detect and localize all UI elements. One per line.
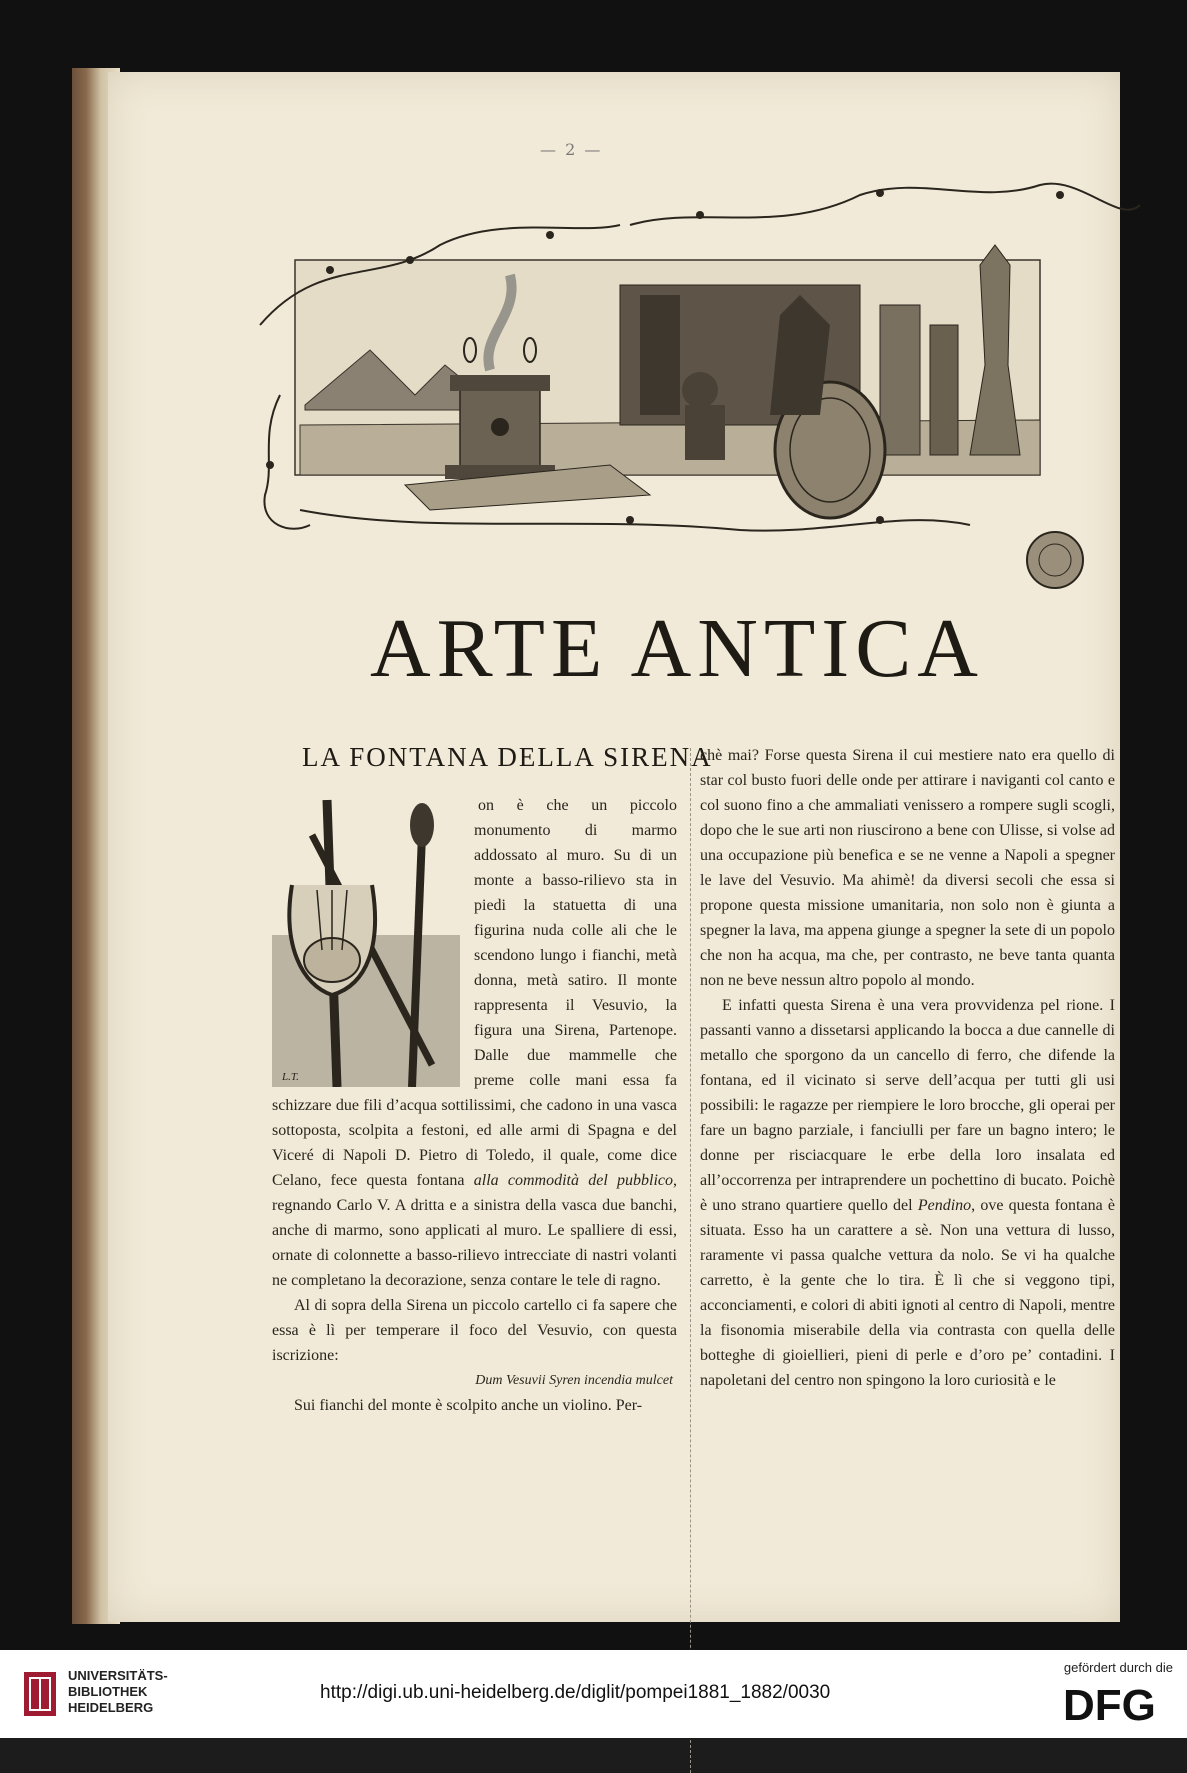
header-engraving xyxy=(180,165,1140,595)
column-divider xyxy=(690,748,691,1773)
right-paragraph-1: chè mai? Forse questa Sirena il cui mestiere nato era quello di star col busto fuori delle onde per attirare i naviganti col canto e col suono fino a che ammaliati venissero a rompere sugli scogli, dopo che le sue arti non riuscirono a bene con Ulisse, si volse ad una occupazione più benefica e se ne venne a Napoli a spegner le lave del Vesuvio. Ma ahimè! da diversi secoli che essa si propone questa missione umanitaria, non solo non è giunta a spegner la lava, ma appena giunge a spegner la sete di un popolo che non ha acqua, ma che, per contrasto, ne beve tanta quanta non ne beve nessun altro popolo al mondo. xyxy=(700,747,1115,989)
university-seal-icon xyxy=(20,1670,60,1718)
svg-text:DFG: DFG xyxy=(1063,1681,1156,1726)
right-paragraph-2-end: , ove questa fontana è situata. Esso ha un carattere a sè. Non una vettura di lusso, raramente vi passa qualche vettura da nolo. Se vi ha qualche carretto, è la gente che lo tira. È lì che si veggono tipi, acconciamenti, e colori di abiti ignoti al centro di Napoli, mentre la fisonomia miserabile della via contrasta con quella delle botteghe di gioiellieri, pieni di perle e d’oro pe’ contadini. I napoletani del centro non spingono la loro curiosità e le xyxy=(700,1197,1116,1389)
funded-by-label: gefördert durch die xyxy=(1063,1660,1173,1675)
dfg-logo xyxy=(1061,1680,1173,1726)
paragraph-1-end: , regnando Carlo V. A dritta e a sinistra della vasca due banchi, anche di marmo, sono applicati al muro. Le spalliere di essi, ornate di colonnette a basso-rilievo intrecciate di nastri volanti ne completano la decorazione, senza contare le tele di ragno. xyxy=(272,1172,678,1289)
section-title: LA FONTANA DELLA SIRENA xyxy=(302,742,713,772)
paragraph-3: Sui fianchi del monte è scolpito anche un violino. Per- xyxy=(294,1397,643,1414)
page-title: ARTE ANTICA xyxy=(370,602,984,695)
paragraph-1: on è che un piccolo monumento di marmo addossato al muro. Su di un monte a basso-rilievo sta in piedi la statuetta di una figurina nuda colle ali che le scendono lungo i fianchi, metà donna, metà satiro. Il monte rappresenta il Vesuvio, la figura una Sirena, Partenope. Dalle due mammelle che preme colle mani essa fa schizzare due fili d’acqua sottilissimi, che cadono in una vasca sottoposta, scolpita a festoni, ed alle armi di Spagna e del Viceré di Napoli D. Pietro di Toledo, il quale, come dice Celano, fece questa fontana xyxy=(272,797,677,1189)
italic-phrase: alla commodità del pubblico xyxy=(473,1172,674,1189)
right-paragraph-2: E infatti questa Sirena è una vera provvidenza pel rione. I passanti vanno a dissetarsi applicando la bocca a due cannelle di metallo che sporgono da un cancello di ferro, che difende la fontana, ed il vicinato si serve dell’acqua per tutti gli usi possibili: le ragazze per riempiere le loro brocche, gli operai per fare un bagno parziale, i fanciulli per fare un bagno intero; le donne per risciacquare le erbe della loro insalata ed all’occorrenza per intraprendere un pochettino di bucato. Poichè è uno strano quartiere quello del xyxy=(700,997,1115,1214)
permalink-url[interactable]: http://digi.ub.uni-heidelberg.de/diglit/pompei1881_1882/0030 xyxy=(320,1682,831,1703)
lyre-engraving xyxy=(272,795,460,1087)
pendino-italic: Pendino xyxy=(917,1197,972,1214)
inscription: Dum Vesuvii Syren incendia mulcet xyxy=(475,1373,673,1388)
page-number: — 2 — xyxy=(540,140,603,159)
library-name: UNIVERSITÄTS- BIBLIOTHEK HEIDELBERG xyxy=(68,1668,168,1715)
left-column xyxy=(272,793,677,1418)
engraving-initials: L.T. xyxy=(282,1071,299,1083)
paragraph-2: Al di sopra della Sirena un piccolo cartello ci fa sapere che essa è lì per temperare il foco del Vesuvio, con questa iscrizione: xyxy=(272,1297,677,1364)
viewer-footer xyxy=(0,1650,1187,1738)
right-column xyxy=(700,743,1115,1393)
